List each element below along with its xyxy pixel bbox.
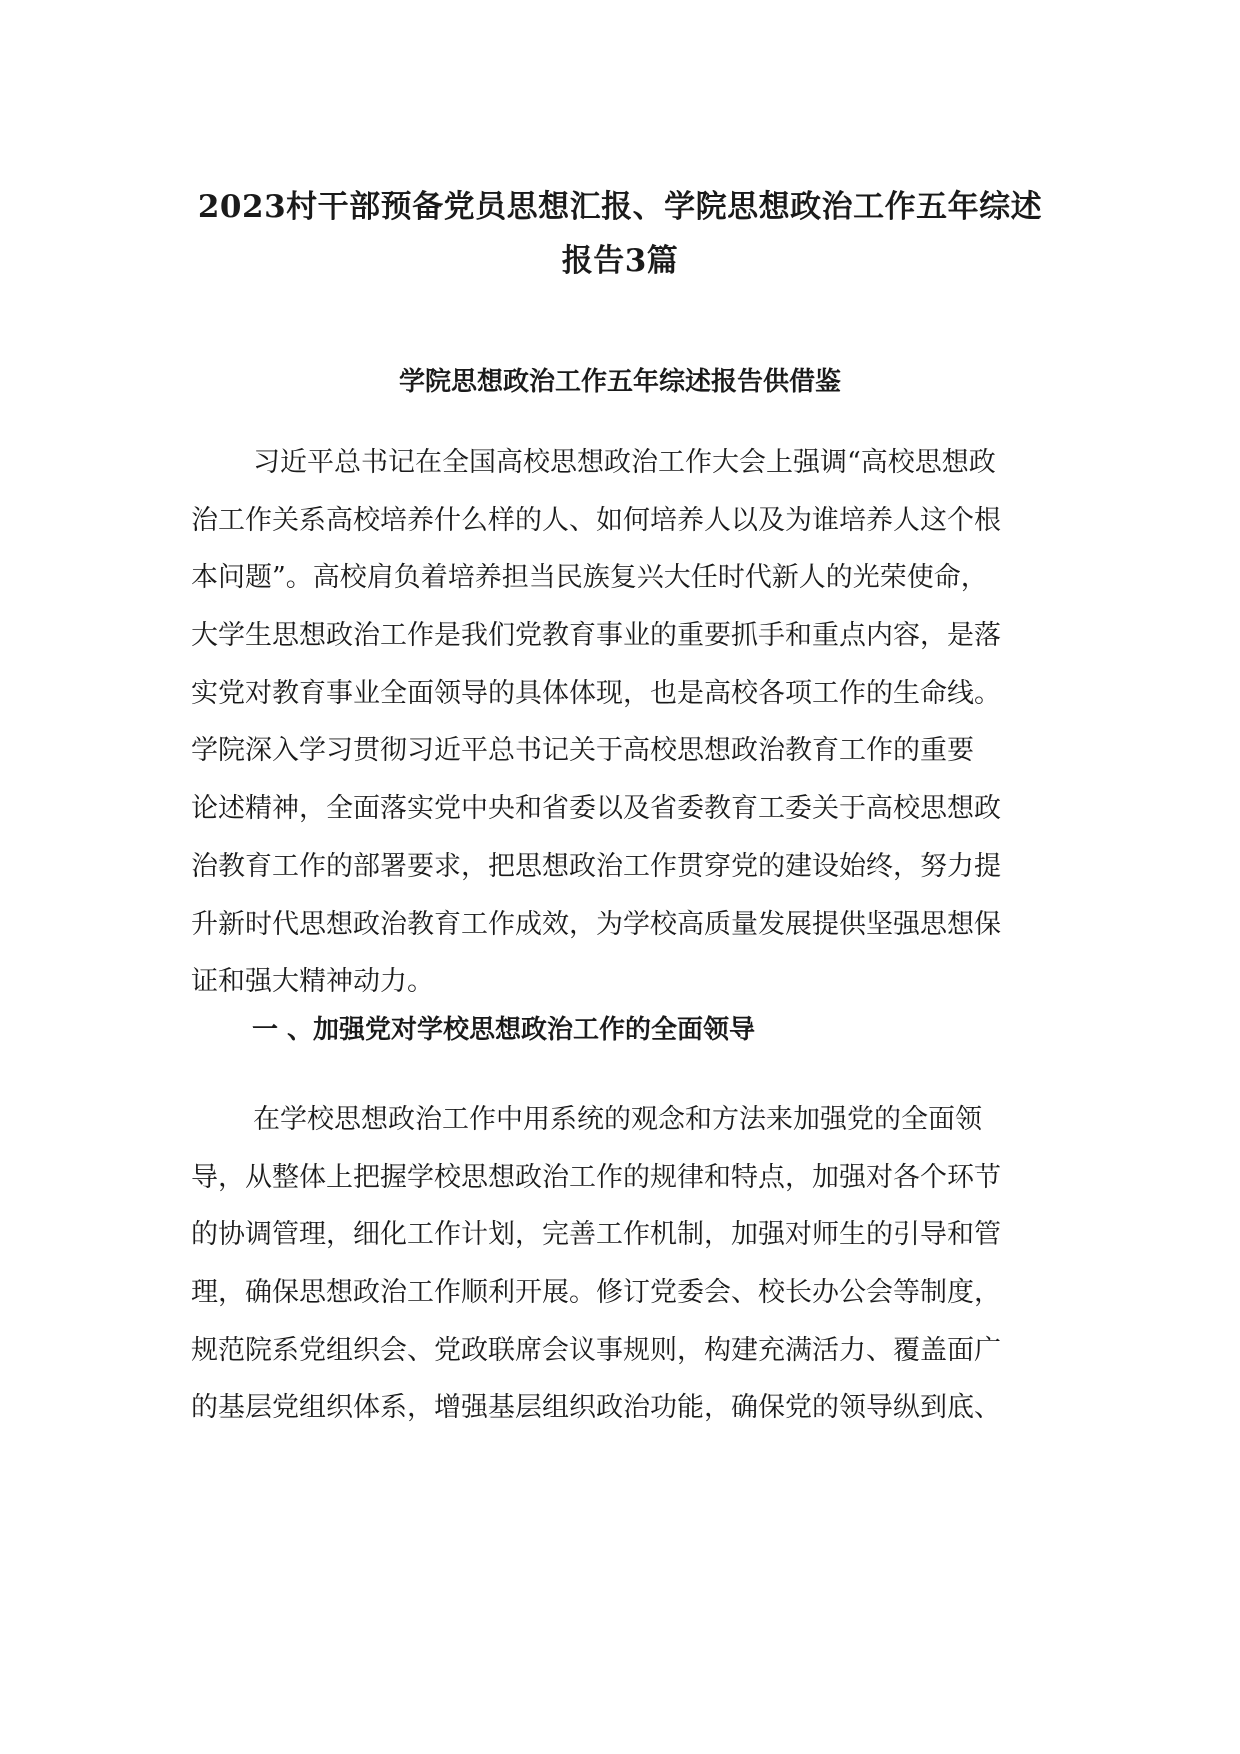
paragraph-intro (191, 434, 1051, 1011)
heading-section-1: 一 、加强党对学校思想政治工作的全面领导 (252, 1015, 756, 1045)
paragraph-line: 大学生思想政治工作是我们党教育事业的重要抓手和重点内容，是落 (191, 620, 1001, 652)
paragraph-line: 导，从整体上把握学校思想政治工作的规律和特点，加强对各个环节 (191, 1161, 1001, 1193)
paragraph-line: 规范院系党组织会、党政联席会议事规则，构建充满活力、覆盖面广 (191, 1334, 1001, 1366)
paragraph-line: 习近平总书记在全国高校思想政治工作大会上强调“高校思想政 (253, 447, 996, 478)
paragraph-line: 学院深入学习贯彻习近平总书记关于高校思想政治教育工作的重要 (191, 735, 974, 767)
document-title-line-2: 报告3篇 (561, 243, 679, 279)
paragraph-line: 治工作关系高校培养什么样的人、如何培养人以及为谁培养人这个根 (191, 504, 1001, 536)
paragraph-line: 的协调管理，细化工作计划，完善工作机制，加强对师生的引导和管 (191, 1219, 1001, 1251)
paragraph-line: 在学校思想政治工作中用系统的观念和方法来加强党的全面领 (253, 1104, 982, 1135)
paragraph-line: 论述精神，全面落实党中央和省委以及省委教育工委关于高校思想政 (191, 793, 1001, 825)
document-title (160, 180, 1080, 288)
document-title-line-1: 2023村干部预备党员思想汇报、学院思想政治工作五年综述 (197, 189, 1043, 225)
paragraph-line: 证和强大精神动力。 (191, 966, 434, 998)
paragraph-line: 治教育工作的部署要求，把思想政治工作贯穿党的建设始终，努力提 (191, 850, 1001, 882)
paragraph-line: 理，确保思想政治工作顺利开展。修订党委会、校长办公会等制度， (191, 1277, 1001, 1309)
paragraph-line: 实党对教育事业全面领导的具体体现，也是高校各项工作的生命线。 (191, 677, 1001, 709)
paragraph-section-1 (191, 1091, 1051, 1437)
paragraph-line: 升新时代思想政治教育工作成效，为学校高质量发展提供坚强思想保 (191, 908, 1001, 940)
section-title: 学院思想政治工作五年综述报告供借鉴 (398, 367, 841, 397)
paragraph-line: 本问题”。高校肩负着培养担当民族复兴大任时代新人的光荣使命， (191, 562, 988, 594)
paragraph-line: 的基层党组织体系，增强基层组织政治功能，确保党的领导纵到底、 (191, 1392, 1001, 1424)
